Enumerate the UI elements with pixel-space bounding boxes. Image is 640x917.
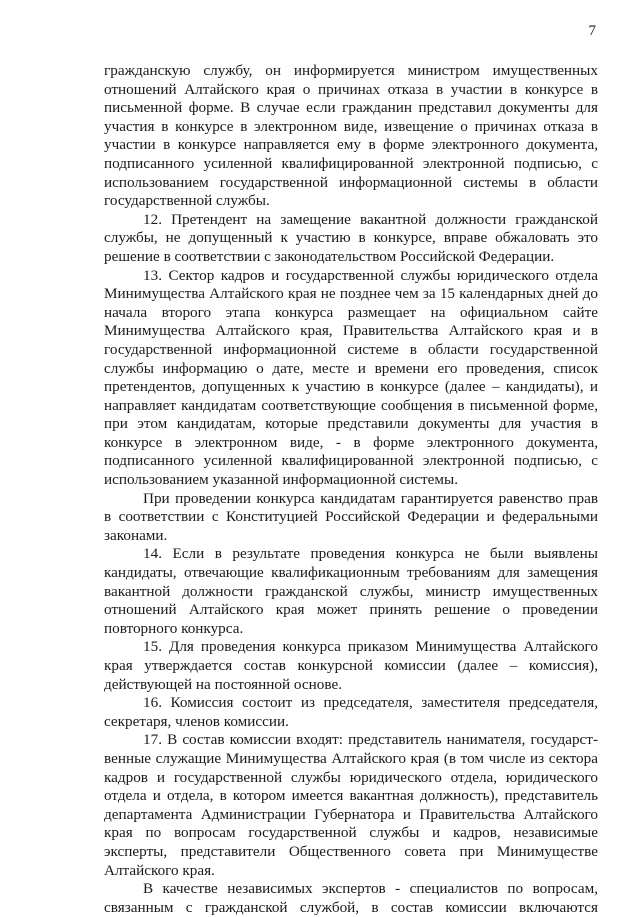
paragraph-independent-experts: В качестве независимых экспертов - специалистов по вопросам, связанным с гражданской службой, в состав комиссии включаются [104,880,598,916]
paragraph-equal-rights: При проведении конкурса кандидатам гарантируется равенство прав в соответствии с Конституцией Российской Федерации и федеральными законами. [104,489,598,544]
page-number: 7 [588,23,596,39]
paragraph-item-14: 14. Если в результате проведения конкурса не были выявлены кандидаты, отвечающие квалификационным требованиям для замещения вакантной должности гражданской службы, министр имущественных отношений Алтайского края может принять решение о проведении повторного конкурса. [104,545,598,637]
paragraph-item-13: 13. Сектор кадров и государственной службы юридического отдела Минимущества Алтайского края не позднее чем за 15 календарных дней до начала второго этапа конкурса размещает на официальном сайте Минимущества Алтайского края, Правительства Алтайского края и в государственной информационной системе в области государственной службы информацию о дате, месте и времени его проведения, список претендентов, допущенных к участию в конкурсе (далее – кандидаты), и направляет кандидатам соответствующие сообщения в письменной форме, при этом кандидатам, которые представили документы для участия в конкурсе в электронном виде, - в форме электронного документа, подписанного усиленной квалифицированной электронной подписью, с использованием указанной информационной системы. [104,266,598,489]
paragraph-item-17: 17. В состав комиссии входят: представитель нанимателя, государст-венные служащие Минимущества Алтайского края (в том числе из сектора кадров и государственной службы юридического отдела, юридического отдела и отдела, в котором имеется вакантная должность), представитель департамента Администрации Губернатора и Правительства Алтайского края по вопросам государственной службы и кадров, независимые эксперты, представители Общественного совета при Минимуществе Алтайского края. [104,731,598,879]
paragraph-continuation: гражданскую службу, он информируется министром имущественных отношений Алтайского края о причинах отказа в участии в конкурсе в письменной форме. В случае если гражданин представил документы для участия в конкурсе в электронном виде, извещение о причинах отказа в участии в конкурсе направляется ему в форме электронного документа, подписанного усиленной квалифицированной электронной подписью, с использованием государственной информационной системы в области государственной службы. [104,62,598,210]
document-body [104,62,598,917]
paragraph-item-16: 16. Комиссия состоит из председателя, заместителя председателя, секретаря, членов комиссии. [104,694,598,730]
paragraph-item-12: 12. Претендент на замещение вакантной должности гражданской службы, не допущенный к участию в конкурсе, вправе обжаловать это решение в соответствии с законодательством Российской Федерации. [104,210,598,265]
paragraph-item-15: 15. Для проведения конкурса приказом Минимущества Алтайского края утверждается состав конкурсной комиссии (далее – комиссия), действующей на постоянной основе. [104,638,598,693]
